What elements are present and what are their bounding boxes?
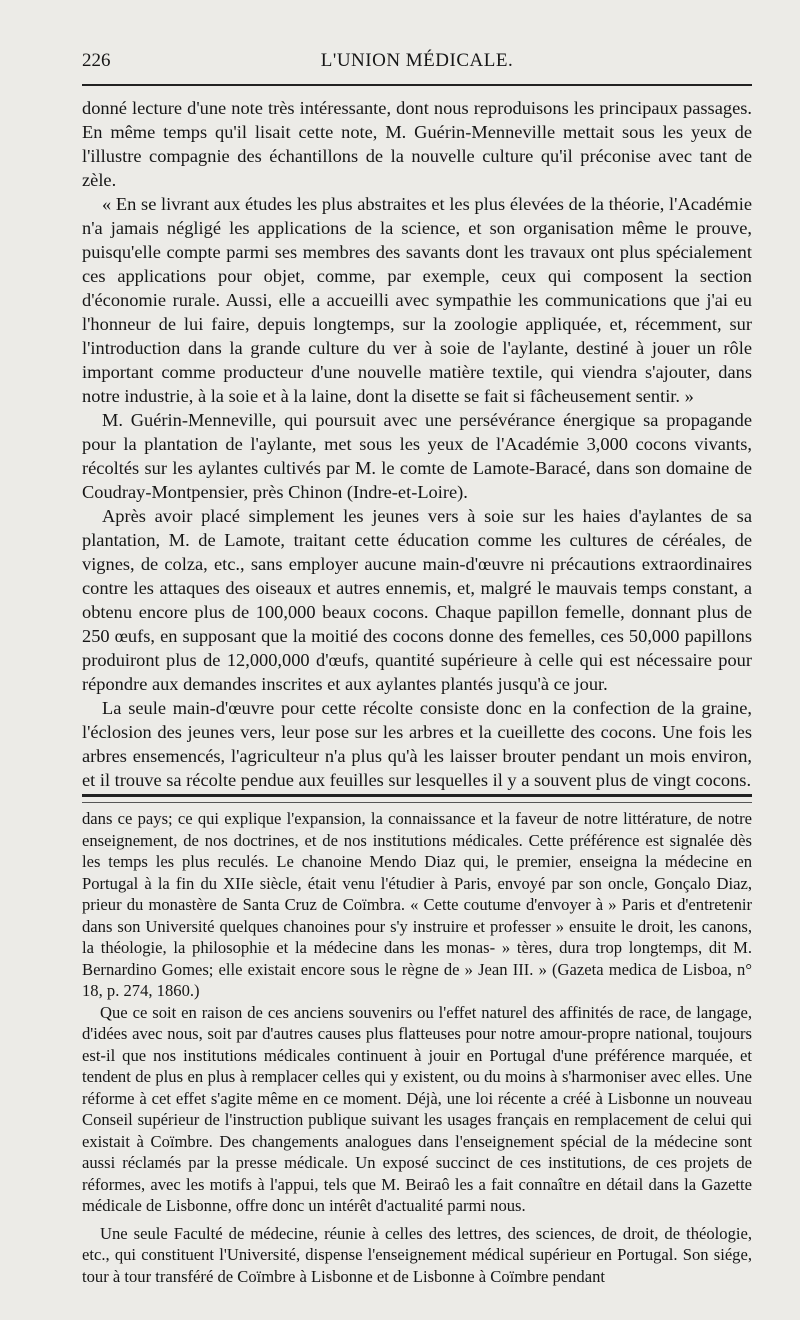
footnote-rule [82, 794, 752, 803]
paragraph: donné lecture d'une note très intéressante, dont nous reproduisons les principaux passages. En même temps qu'il lisait cette note, M. Guérin-Menneville mettait sous les yeux de l'illustre compagnie des échantillons de la nouvelle culture qu'il préconise avec tant de zèle. [82, 98, 752, 190]
header-rule [82, 84, 752, 86]
footnote-paragraph: dans ce pays; ce qui explique l'expansion, la connaissance et la faveur de notre littérature, de notre enseignement, de nos doctrines, et de nos institutions médicales. Cette préférence est signalée dès les temps les plus reculés. Le chanoine Mendo Diaz qui, le premier, enseigna la médecine en Portugal à la fin du XIIe siècle, était venu l'étudier à Paris, envoyé par son oncle, Gonçalo Diaz, prieur du monastère de Santa Cruz de Coïmbra. « Cette coutume d'envoyer à » Paris et d'entretenir dans son Université quelques chanoines pour s'y instruire et professer » ensuite le droit, les canons, la théologie, la philosophie et la médecine dans les monas- » tères, dura trop longtemps, dit M. Bernardino Gomes; elle existait encore sous le règne de » Jean III. » (Gazeta medica de Lisboa, n° 18, p. 274, 1860.) [82, 809, 752, 1000]
paragraph: M. Guérin-Menneville, qui poursuit avec une persévérance énergique sa propagande pour la plantation de l'aylante, met sous les yeux de l'Académie 3,000 cocons vivants, récoltés sur les aylantes cultivés par M. le comte de Lamote-Baracé, dans son domaine de Coudray-Montpensier, près Chinon (Indre-et-Loire). [82, 410, 752, 502]
footnote-paragraph: Que ce soit en raison de ces anciens souvenirs ou l'effet naturel des affinités de race, de langage, d'idées avec nous, soit par d'autres causes plus flatteuses pour notre amour-propre national, toujours est-il que nos institutions médicales continuent à jouir en Portugal d'une préférence marquée, et tendent de plus en plus à remplacer celles qui y existent, ou du moins à s'harmoniser avec elles. Une réforme à cet effet s'agite même en ce moment. Déjà, une loi récente a créé à Lisbonne un nouveau Conseil supérieur de l'instruction publique suivant les usages français en remplacement de celui qui existait à Coïmbre. Des changements analogues dans l'enseignement spécial de la médecine sont aussi réclamés par la presse médicale. Un exposé succinct de ces institutions, de ces projets de réformes, avec les motifs à l'appui, tels que M. Beiraô les a fait connaître en détail dans la Gazette médicale de Lisbonne, offre donc un intérêt d'actualité parmi nous. [82, 1002, 752, 1215]
paragraph: Après avoir placé simplement les jeunes vers à soie sur les haies d'aylantes de sa plantation, M. de Lamote, traitant cette éducation comme les cultures de céréales, de vignes, de colza, etc., sans employer aucune main-d'œuvre ni précautions extraordinaires contre les attaques des oiseaux et autres ennemis, et, malgré le mauvais temps constant, a obtenu encore plus de 100,000 beaux cocons. Chaque papillon femelle, donnant plus de 250 œufs, en supposant que la moitié des cocons donne des femelles, ces 50,000 papillons produiront plus de 12,000,000 d'œufs, quantité supérieure à celle qui est nécessaire pour répondre aux demandes inscrites et aux aylantes plantés jusqu'à ce jour. [82, 506, 752, 694]
footnote-text [82, 808, 752, 1287]
page-number: 226 [82, 50, 111, 71]
running-title: L'UNION MÉDICALE. [320, 50, 514, 71]
paragraph: « En se livrant aux études les plus abstraites et les plus élevées de la théorie, l'Académie n'a jamais négligé les applications de la science, et son organisation même le prouve, puisqu'elle compte parmi ses membres des savants dont les travaux ont plus spécialement ces applications pour objet, comme, par exemple, ceux qui composent la section d'économie rurale. Aussi, elle a accueilli avec sympathie les communications que j'ai eu l'honneur de lui faire, depuis longtemps, sur la zoologie appliquée, et, récemment, sur l'introduction dans la grande culture du ver à soie de l'aylante, destiné à jouer un rôle important comme producteur d'une nouvelle matière textile, qui viendra s'ajouter, dans notre industrie, à la soie et à la laine, dont la disette se fait si fâcheusement sentir. » [82, 194, 752, 406]
main-text [82, 96, 752, 792]
paragraph: La seule main-d'œuvre pour cette récolte consiste donc en la confection de la graine, l'éclosion des jeunes vers, leur pose sur les arbres et la cueillette des cocons. Une fois les arbres ensemencés, l'agriculteur n'a plus qu'à les laisser brouter pendant un mois environ, et il trouve sa récolte pendue aux feuilles sur lesquelles il y a souvent plus de vingt cocons. [82, 698, 752, 790]
footnote-paragraph: Une seule Faculté de médecine, réunie à celles des lettres, des sciences, de droit, de théologie, etc., qui constituent l'Université, dispense l'enseignement médical supérieur en Portugal. Son siége, tour à tour transféré de Coïmbre à Lisbonne et de Lisbonne à Coïmbre pendant [82, 1223, 752, 1286]
page-header [82, 50, 752, 80]
